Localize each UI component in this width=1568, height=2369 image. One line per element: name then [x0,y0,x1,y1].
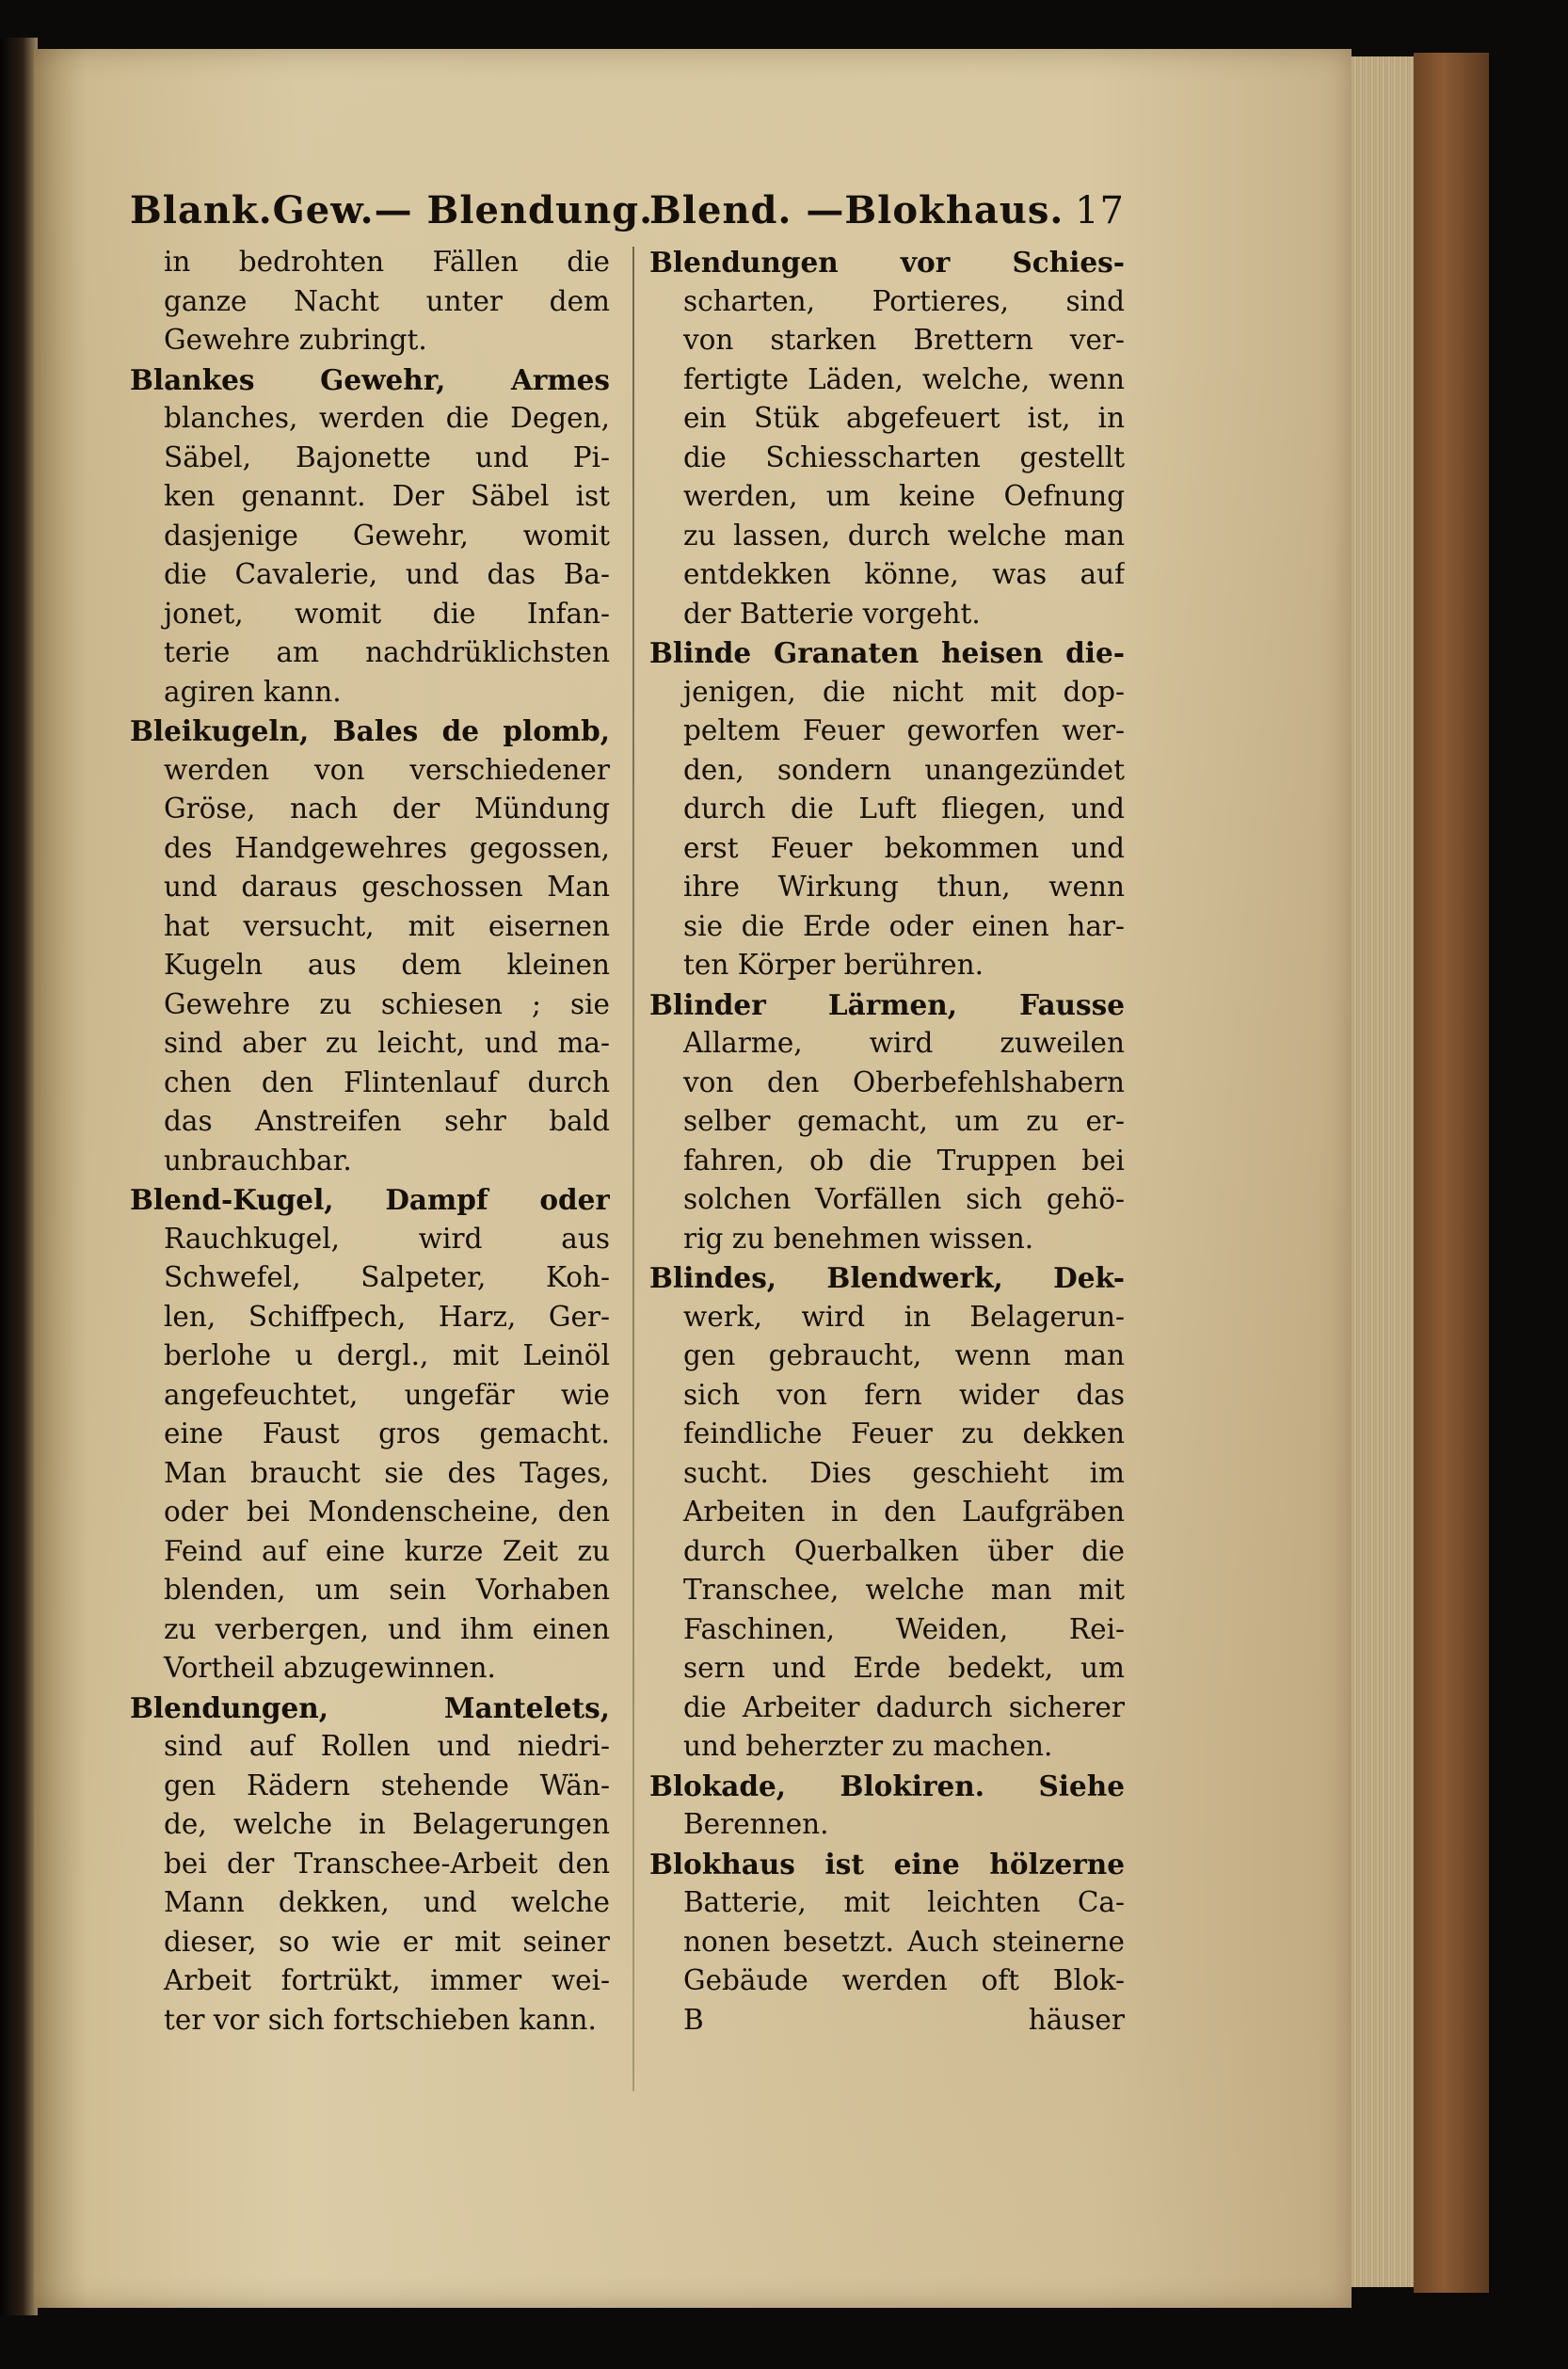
text-line: die Schiesscharten gestellt [683,440,1125,473]
right-column-body [649,243,1125,2040]
text-line: der Batterie vorgeht. [683,597,981,630]
text-line: von starken Brettern ver- [683,324,1125,356]
text-line: Gewehre zubringt. [164,324,427,356]
text-line: Gebäude werden oft Blok- [683,1964,1125,1996]
text-line: Transchee, welche man mit [683,1574,1125,1606]
text-line: werk, wird in Belagerun- [683,1300,1125,1333]
left-header-text: Blank.Gew.— Blendung. [130,188,654,232]
text-line: Mann dekken, und welche [164,1886,610,1918]
text-line: feindliche Feuer zu dekken [683,1417,1125,1449]
text-line: Batterie, mit leichten Ca- [683,1886,1125,1918]
text-line: zu verbergen, und ihm einen [164,1612,610,1645]
text-line: sich von fern wider das [683,1378,1125,1411]
text-line: hat versucht, mit eisernen [164,909,610,942]
text-line: durch die Luft fliegen, und [683,792,1125,824]
text-line: jonet, womit die Infan- [164,597,610,630]
text-line: Berennen. [683,1808,829,1840]
text-line: eine Faust gros gemacht. [164,1417,610,1449]
text-line: die Arbeiter dadurch sicherer [683,1690,1125,1723]
text-line: ihre Wirkung thun, wenn [683,871,1125,903]
text-line: des Handgewehres gegossen, [164,831,610,864]
text-line: fertigte Läden, welche, wenn [683,362,1125,395]
text-line: gen gebraucht, wenn man [683,1339,1125,1371]
text-line: ten Körper berühren. [683,949,984,981]
page-edges [1352,56,1414,2287]
column-divider [632,247,634,2091]
text-line: sern und Erde bedekt, um [683,1652,1125,1684]
text-line: Gewehre zu schiesen ; sie [164,987,610,1020]
text-line: rig zu benehmen wissen. [683,1222,1034,1255]
text-line: angefeuchtet, ungefär wie [164,1378,610,1411]
text-line: peltem Feuer geworfen wer- [683,714,1125,746]
text-line: Schwefel, Salpeter, Koh- [164,1261,610,1293]
text-line: werden, um keine Oefnung [683,480,1125,512]
entry-headword-line: Blend-Kugel, Dampf oder [130,1183,610,1216]
text-line: entdekken könne, was auf [683,558,1125,590]
text-line: werden von verschiedener [164,753,610,786]
text-line: Arbeiten in den Laufgräben [683,1496,1125,1528]
text-line: sucht. Dies geschieht im [683,1456,1125,1489]
entry-headword-line: Blinder Lärmen, Fausse [649,987,1125,1021]
text-line: blenden, um sein Vorhaben [164,1574,610,1606]
text-line: agiren kann. [164,675,342,708]
text-line: sie die Erde oder einen har- [683,909,1125,942]
text-line: chen den Flintenlauf durch [164,1065,610,1098]
book-cover-edge [1414,53,1489,2293]
text-line: scharten, Portieres, sind [683,284,1125,317]
page-number: 17 [1075,189,1125,232]
text-line: erst Feuer bekommen und [683,831,1125,864]
text-line: ter vor sich fortschieben kann. [164,2003,597,2036]
left-column-body [130,243,610,2040]
text-line: len, Schiffpech, Harz, Ger- [164,1300,610,1333]
text-line: den, sondern unangezündet [683,753,1125,786]
right-running-header [649,188,1125,233]
book-binding-left [0,38,38,2315]
text-line: jenigen, die nicht mit dop- [683,675,1125,708]
text-line: ken genannt. Der Säbel ist [164,480,610,512]
text-line: sind auf Rollen und niedri- [164,1730,610,1762]
text-line: Rauchkugel, wird aus [164,1222,610,1255]
text-line: dieser, so wie er mit seiner [164,1925,610,1958]
text-line: das Anstreifen sehr bald [164,1105,610,1137]
entry-headword-line: Blendungen vor Schies- [649,246,1125,279]
entry-headword-line: Blokade, Blokiren. Siehe [649,1769,1125,1802]
entry-headword-line: Blendungen, Mantelets, [130,1690,610,1724]
text-line: Säbel, Bajonette und Pi- [164,440,610,473]
text-line: zu lassen, durch welche man [683,519,1125,552]
right-header-text: Blend. —Blokhaus. [649,188,1064,232]
text-line: und beherzter zu machen. [683,1730,1053,1762]
text-line: sind aber zu leicht, und ma- [164,1027,610,1059]
text-line: von den Oberbefehlshabern [683,1065,1125,1098]
text-line: selber gemacht, um zu er- [683,1105,1125,1137]
text-line: Kugeln aus dem kleinen [164,949,610,981]
text-line: in bedrohten Fällen die [164,246,610,278]
entry-headword-line: Bleikugeln, Bales de plomb, [130,714,610,747]
entry-headword-line: Blokhaus ist eine hölzerne [649,1847,1125,1881]
text-line: dasjenige Gewehr, womit [164,519,610,552]
text-line: durch Querbalken über die [683,1534,1125,1567]
text-line: Man braucht sie des Tages, [164,1456,610,1489]
entry-headword-line: Blinde Granaten heisen die- [649,636,1125,669]
text-line: unbrauchbar. [164,1144,352,1176]
text-line: bei der Transchee-Arbeit den [164,1847,610,1880]
text-line: solchen Vorfällen sich gehö- [683,1183,1125,1215]
text-line: ganze Nacht unter dem [164,284,610,317]
text-line: Faschinen, Weiden, Rei- [683,1612,1125,1645]
text-line: Vortheil abzugewinnen. [164,1652,496,1684]
text-line: blanches, werden die Degen, [164,402,610,434]
entry-headword-line: Blindes, Blendwerk, Dek- [649,1261,1125,1294]
text-line: die Cavalerie, und das Ba- [164,558,610,590]
text-line: fahren, ob die Truppen bei [683,1144,1125,1176]
text-line: Feind auf eine kurze Zeit zu [164,1534,610,1567]
left-column [130,188,654,2040]
text-line: terie am nachdrüklichsten [164,636,610,668]
text-line: Gröse, nach der Mündung [164,792,610,824]
text-line: und daraus geschossen Man [164,871,610,903]
text-line: B häuser [683,2003,1125,2036]
text-line: Arbeit fortrükt, immer wei- [164,1964,610,1996]
text-line: gen Rädern stehende Wän- [164,1769,610,1801]
text-line: berlohe u dergl., mit Leinöl [164,1339,610,1371]
text-line: oder bei Mondenscheine, den [164,1496,610,1528]
entry-headword-line: Blankes Gewehr, Armes [130,362,610,396]
right-column [649,188,1125,2040]
text-line: nonen besetzt. Auch steinerne [683,1925,1125,1958]
text-line: de, welche in Belagerungen [164,1808,610,1840]
text-line: Allarme, wird zuweilen [683,1027,1125,1059]
text-line: ein Stük abgefeuert ist, in [683,402,1125,434]
left-running-header [130,188,654,233]
